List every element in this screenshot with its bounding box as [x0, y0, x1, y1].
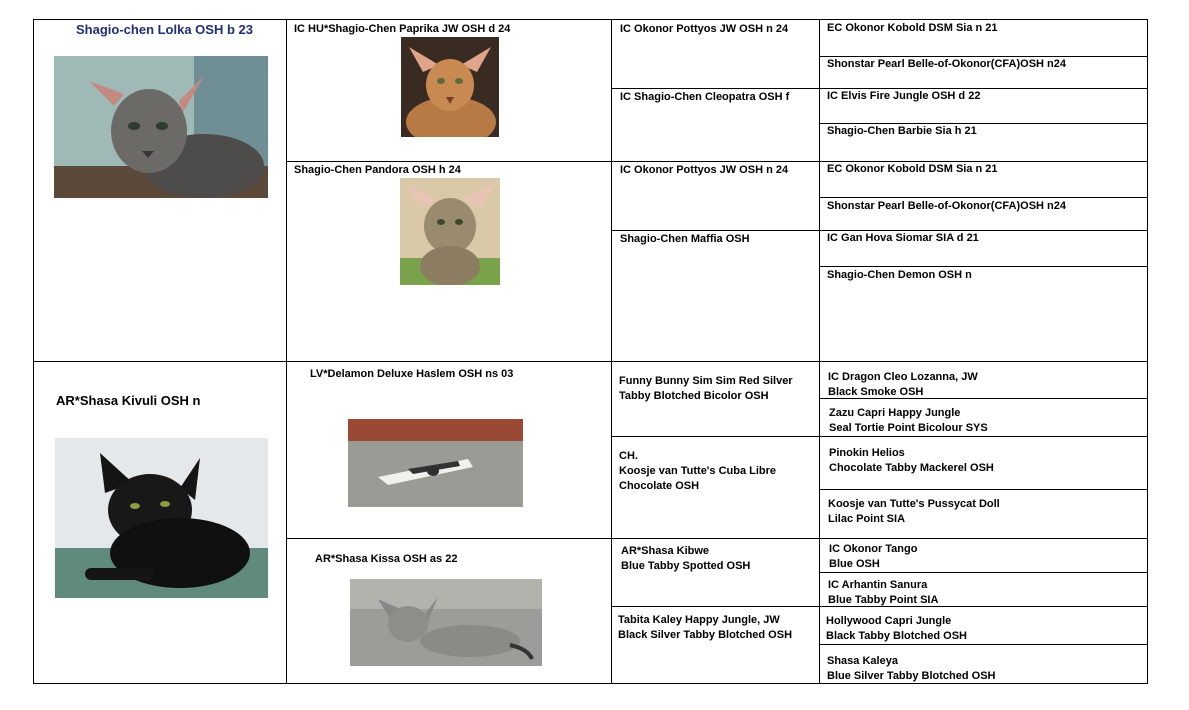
- grey-kitten-image: [54, 56, 268, 198]
- kissa-photo: [350, 579, 542, 666]
- cat1-ds-dam: Shonstar Pearl Belle-of-Okonor(CFA)OSH n24: [827, 200, 1066, 212]
- black-cat-image: [55, 438, 268, 598]
- cat2-dd-dam: Shasa Kaleya Blue Silver Tabby Blotched OSH: [827, 655, 996, 682]
- pandora-photo: [400, 178, 500, 285]
- row-divider: [286, 161, 1148, 162]
- cat2-ss-sire: IC Dragon Cleo Lozanna, JW Black Smoke OSH: [828, 371, 978, 398]
- silver-tabby-image: [350, 579, 542, 666]
- cat1-ss-dam: Shonstar Pearl Belle-of-Okonor(CFA)OSH n24: [827, 58, 1066, 70]
- cat2-sire-dam: CH. Koosje van Tutte's Cuba Libre Chocolate OSH: [619, 450, 777, 492]
- cat2-dam-sire: AR*Shasa Kibwe Blue Tabby Spotted OSH: [621, 545, 751, 572]
- tabby-kitten-image: [400, 178, 500, 285]
- cat2-dam-dam: Tabita Kaley Happy Jungle, JW Black Silver Tabby Blotched OSH: [618, 614, 793, 641]
- cat2-sd-dam: Koosje van Tutte's Pussycat Doll Lilac Point SIA: [828, 498, 1000, 525]
- row-divider: [819, 197, 1148, 198]
- cat2-dd-sire: Hollywood Capri Jungle Black Tabby Blotched OSH: [826, 615, 967, 642]
- kivuli-photo: [55, 438, 268, 598]
- cat1-dam-dam: Shagio-Chen Maffia OSH: [620, 233, 750, 245]
- column-divider: [611, 19, 612, 684]
- column-divider: [819, 19, 820, 684]
- cat1-dam-sire: IC Okonor Pottyos JW OSH n 24: [620, 164, 789, 176]
- lolka-photo: [54, 56, 268, 198]
- cat2-name: AR*Shasa Kivuli OSH n: [56, 393, 201, 408]
- cat1-name: Shagio-chen Lolka OSH b 23: [76, 22, 253, 37]
- row-divider: [611, 436, 1148, 437]
- cat1-dam: Shagio-Chen Pandora OSH h 24: [294, 164, 461, 176]
- cat2-sire: LV*Delamon Deluxe Haslem OSH ns 03: [310, 368, 514, 380]
- row-divider: [33, 361, 1148, 362]
- cat1-ds-sire: EC Okonor Kobold DSM Sia n 21: [827, 163, 998, 175]
- cat1-sire-dam: IC Shagio-Chen Cleopatra OSH f: [620, 91, 790, 103]
- cat1-dd-sire: IC Gan Hova Siomar SIA d 21: [827, 232, 979, 244]
- cat2-dam: AR*Shasa Kissa OSH as 22: [315, 553, 458, 565]
- cat1-dd-dam: Shagio-Chen Demon OSH n: [827, 269, 972, 281]
- row-divider: [819, 266, 1148, 267]
- column-divider: [286, 19, 287, 684]
- cat2-sire-sire: Funny Bunny Sim Sim Red Silver Tabby Blotched Bicolor OSH: [619, 375, 793, 402]
- cat2-sd-sire: Pinokin Helios Chocolate Tabby Mackerel OSH: [829, 447, 994, 474]
- cat1-sire-sire: IC Okonor Pottyos JW OSH n 24: [620, 23, 789, 35]
- haslem-photo: [348, 419, 523, 507]
- cat2-ds-sire: IC Okonor Tango Blue OSH: [829, 543, 918, 570]
- row-divider: [819, 489, 1148, 490]
- cat2-ss-dam: Zazu Capri Happy Jungle Seal Tortie Point Bicolour SYS: [829, 407, 988, 434]
- paprika-photo: [401, 37, 499, 137]
- cat1-sd-dam: Shagio-Chen Barbie Sia h 21: [827, 125, 977, 137]
- row-divider: [819, 644, 1148, 645]
- cat1-ss-sire: EC Okonor Kobold DSM Sia n 21: [827, 22, 998, 34]
- row-divider: [286, 538, 1148, 539]
- red-kitten-image: [401, 37, 499, 137]
- cat2-ds-dam: IC Arhantin Sanura Blue Tabby Point SIA: [828, 579, 939, 606]
- cat1-sire: IC HU*Shagio-Chen Paprika JW OSH d 24: [294, 23, 511, 35]
- cat1-sd-sire: IC Elvis Fire Jungle OSH d 22: [827, 90, 981, 102]
- row-divider: [819, 572, 1148, 573]
- bicolor-cat-image: [348, 419, 523, 507]
